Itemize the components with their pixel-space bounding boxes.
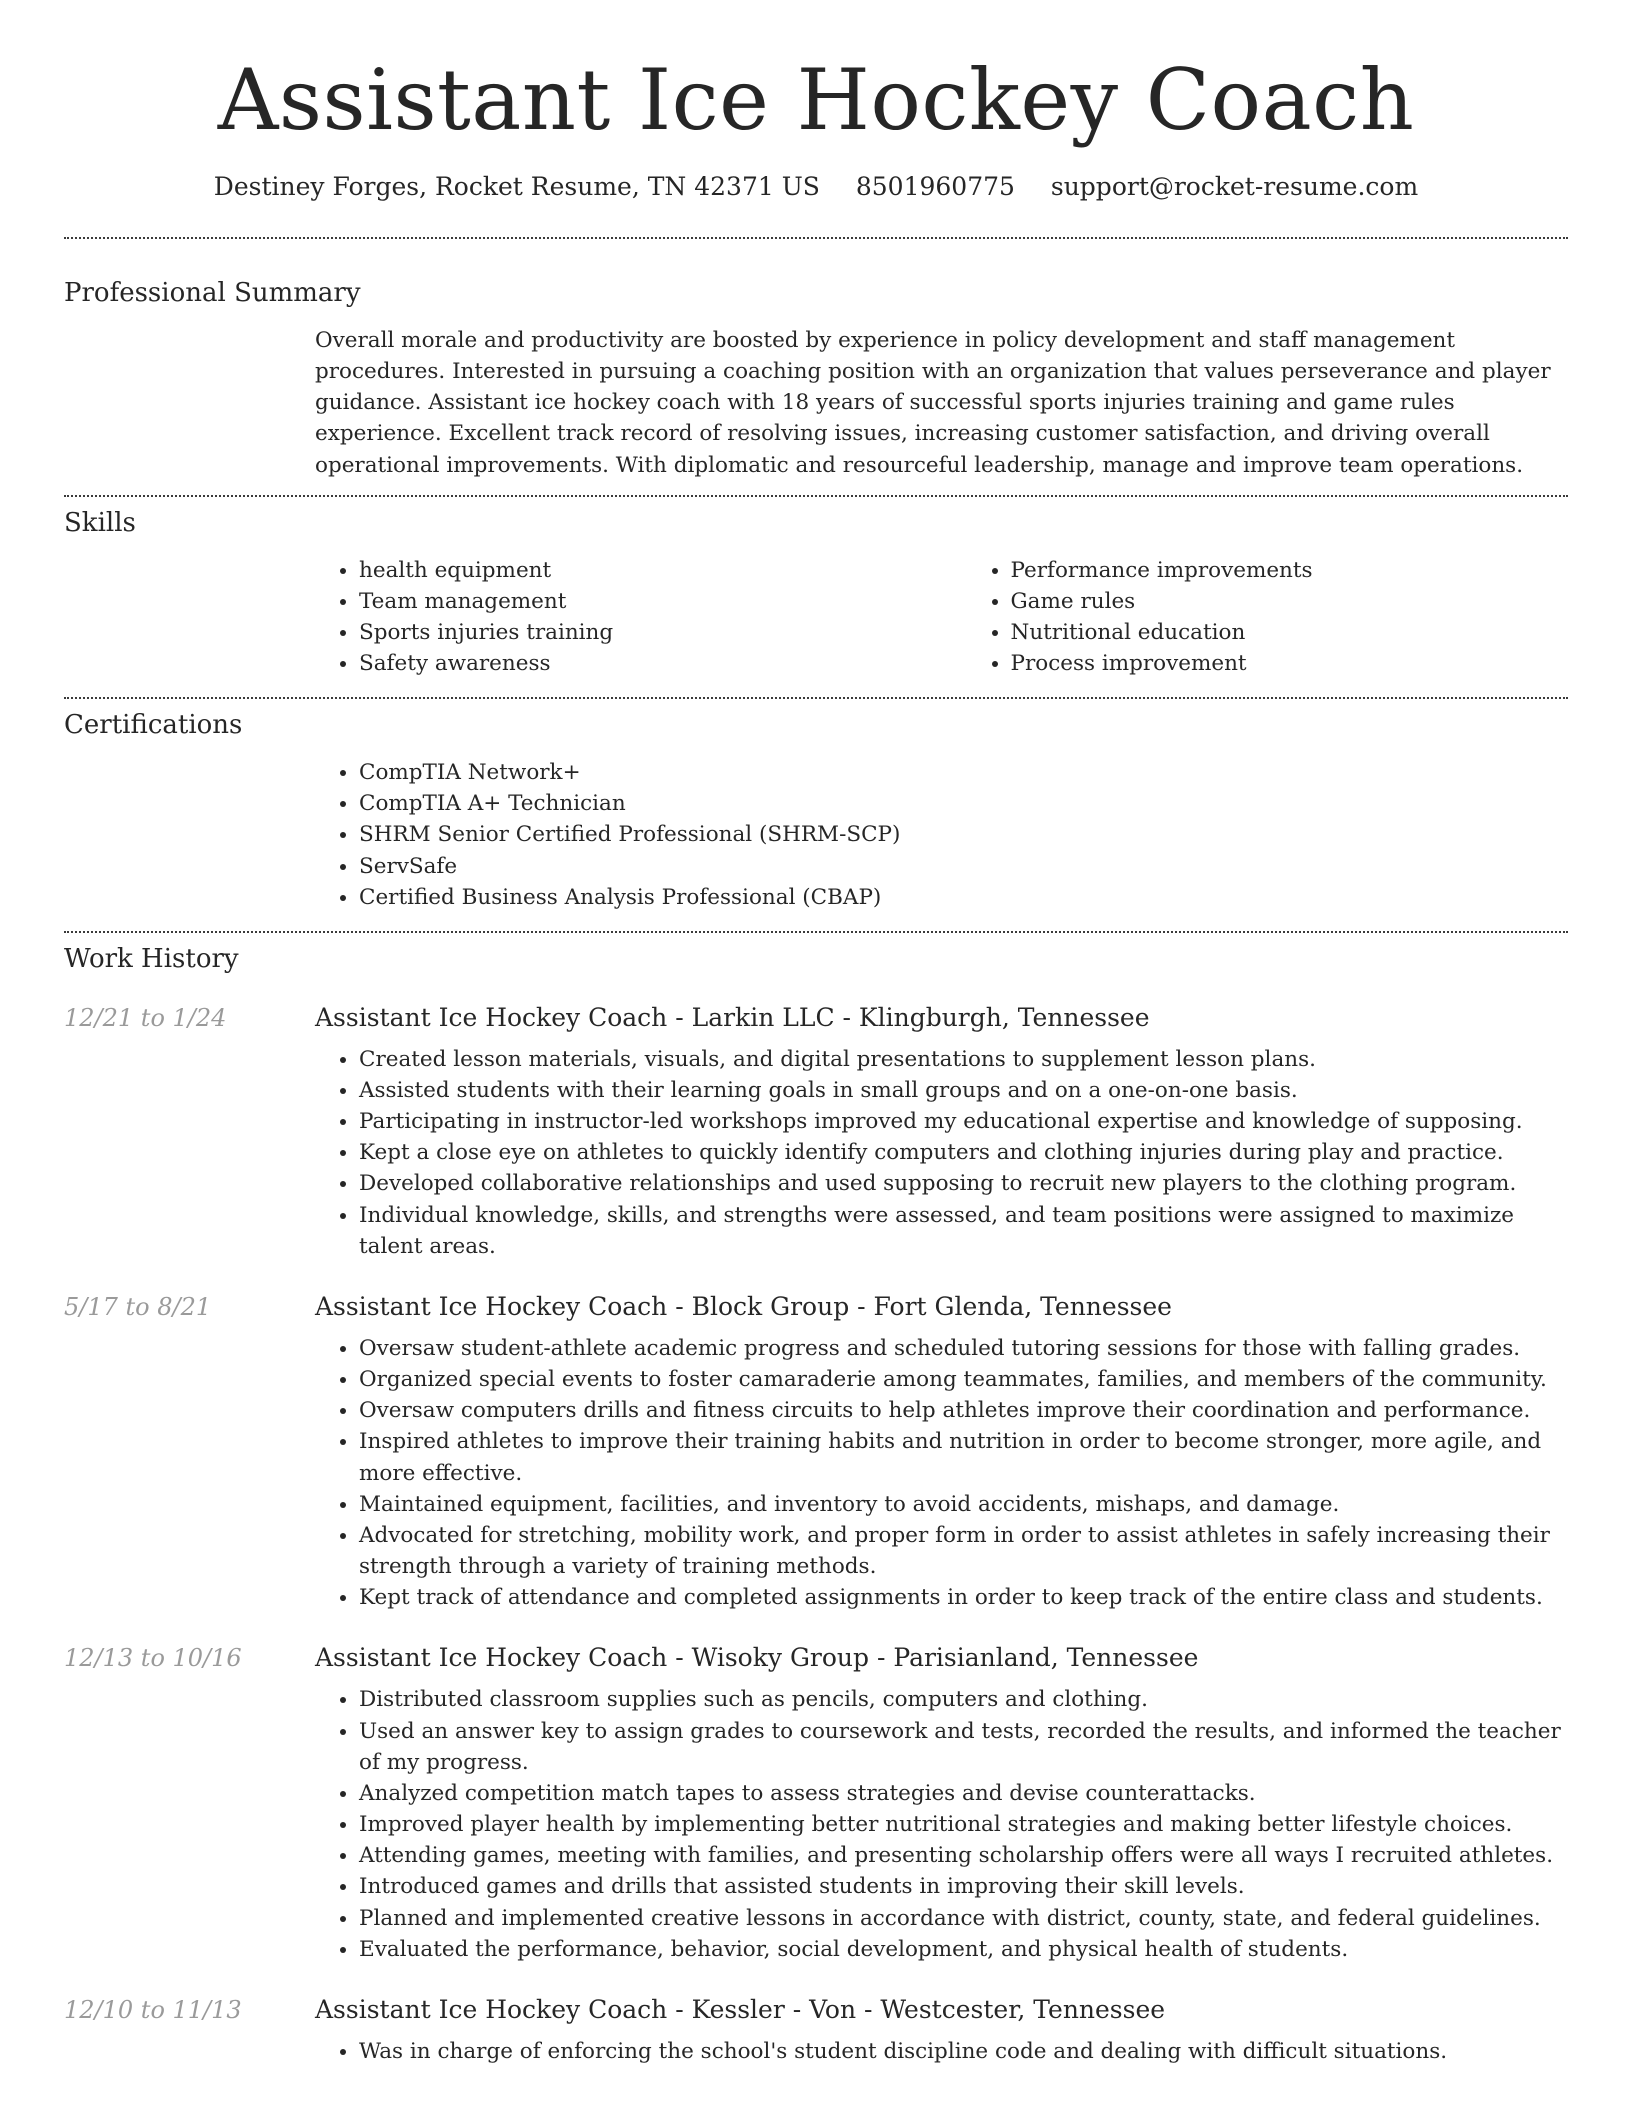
skill-item: • health equipment — [359, 555, 917, 586]
certifications-section — [0, 699, 1632, 931]
job-bullet: • Inspired athletes to improve their training habits and nutrition in order to become stronger, more agile, and more effective. — [359, 1426, 1568, 1488]
job-bullet: • Individual knowledge, skills, and strengths were assessed, and team positions were assigned to maximize talent areas. — [359, 1200, 1568, 1262]
skill-item: • Sports injuries training — [359, 617, 917, 648]
skill-item: • Team management — [359, 586, 917, 617]
job-dates: 12/13 to 10/16 — [64, 1644, 242, 1673]
job-title: Assistant Ice Hockey Coach - Larkin LLC - Klingburgh, Tennessee — [315, 1002, 1150, 1032]
job-title: Assistant Ice Hockey Coach - Block Group - Fort Glenda, Tennessee — [315, 1291, 1172, 1321]
job-dates: 12/10 to 11/13 — [64, 1995, 242, 2024]
job-bullet: • Planned and implemented creative lessons in accordance with district, county, state, and federal guidelines. — [359, 1903, 1568, 1934]
job-bullet: • Developed collaborative relationships and used supposing to recruit new players to the clothing program. — [359, 1168, 1568, 1199]
job-bullet: • Improved player health by implementing better nutritional strategies and making better lifestyle choices. — [359, 1809, 1568, 1840]
skill-item: • Process improvement — [1011, 648, 1569, 679]
job-bullet: • Organized special events to foster camaraderie among teammates, families, and members of the community. — [359, 1364, 1568, 1395]
job-bullet: • Evaluated the performance, behavior, social development, and physical health of students. — [359, 1934, 1568, 1965]
certifications-heading: Certifications — [64, 710, 243, 741]
certification-item: • ServSafe — [359, 851, 1568, 882]
job-title: Assistant Ice Hockey Coach - Wisoky Group - Parisianland, Tennessee — [315, 1643, 1199, 1673]
certification-item: • CompTIA Network+ — [359, 757, 1568, 788]
skills-section — [0, 497, 1632, 697]
job-bullet: • Used an answer key to assign grades to coursework and tests, recorded the results, and informed the teacher of my progress. — [359, 1716, 1568, 1778]
job-bullet: • Analyzed competition match tapes to assess strategies and devise counterattacks. — [359, 1778, 1568, 1809]
summary-text: Overall morale and productivity are boosted by experience in policy development and staff management procedures. Interested in pursuing a coaching position with an organization that values perseverance and player guidance. Assistant ice hockey coach with 18 years of successful sports injuries training and game rules experience. Excellent track record of resolving issues, increasing customer satisfaction, and driving overall operational improvements. With diplomatic and resourceful leadership, manage and improve team operations. — [315, 327, 1551, 478]
job-bullet: • Attending games, meeting with families, and presenting scholarship offers were all ways I recruited athletes. — [359, 1840, 1568, 1871]
contact-line — [0, 171, 1632, 204]
job-dates: 12/21 to 1/24 — [64, 1003, 227, 1032]
jobs-container — [64, 1003, 1568, 2067]
job-bullet: • Was in charge of enforcing the school's student discipline code and dealing with difficult situations. — [359, 2036, 1568, 2067]
contact-address: Destiney Forges, Rocket Resume, TN 42371 US — [213, 171, 820, 201]
contact-email: support@rocket-resume.com — [1050, 171, 1419, 201]
job-bullet-list — [315, 2036, 1568, 2067]
job-bullet-list — [315, 1044, 1568, 1262]
job-bullet: • Kept a close eye on athletes to quickly identify computers and clothing injuries during play and practice. — [359, 1137, 1568, 1168]
job-bullet: • Assisted students with their learning goals in small groups and on a one-on-one basis. — [359, 1075, 1568, 1106]
skill-item: • Performance improvements — [1011, 555, 1569, 586]
job-bullet: • Advocated for stretching, mobility work, and proper form in order to assist athletes in safely increasing their strength through a variety of training methods. — [359, 1520, 1568, 1582]
summary-section — [0, 239, 1632, 495]
certifications-list — [315, 757, 1568, 913]
summary-heading: Professional Summary — [64, 278, 361, 309]
job-bullet: • Oversaw student-athlete academic progress and scheduled tutoring sessions for those with falling grades. — [359, 1333, 1568, 1364]
certification-item: • SHRM Senior Certified Professional (SHRM-SCP) — [359, 819, 1568, 850]
skill-item: • Game rules — [1011, 586, 1569, 617]
job-bullet-list — [315, 1333, 1568, 1614]
skills-list-right — [967, 555, 1569, 680]
job-bullet: • Oversaw computers drills and fitness circuits to help athletes improve their coordination and performance. — [359, 1395, 1568, 1426]
skills-list-left — [315, 555, 917, 680]
skills-heading: Skills — [64, 507, 136, 538]
job-entry — [64, 1995, 1568, 2067]
work-history-heading: Work History — [64, 943, 239, 974]
job-bullet: • Introduced games and drills that assisted students in improving their skill levels. — [359, 1871, 1568, 1902]
job-bullet-list — [315, 1684, 1568, 1965]
job-entry — [64, 1292, 1568, 1614]
job-bullet: • Kept track of attendance and completed assignments in order to keep track of the entire class and students. — [359, 1582, 1568, 1613]
job-bullet: • Participating in instructor-led workshops improved my educational expertise and knowledge of supposing. — [359, 1106, 1568, 1137]
job-bullet: • Maintained equipment, facilities, and inventory to avoid accidents, mishaps, and damage. — [359, 1489, 1568, 1520]
skill-item: • Safety awareness — [359, 648, 917, 679]
certification-item: • Certified Business Analysis Professional (CBAP) — [359, 882, 1568, 913]
job-bullet: • Created lesson materials, visuals, and digital presentations to supplement lesson plans. — [359, 1044, 1568, 1075]
job-title: Assistant Ice Hockey Coach - Kessler - Von - Westcester, Tennessee — [315, 1994, 1166, 2024]
resume-title: Assistant Ice Hockey Coach — [217, 51, 1415, 149]
job-entry — [64, 1003, 1568, 1262]
work-history-section — [0, 933, 1632, 2067]
certification-item: • CompTIA A+ Technician — [359, 788, 1568, 819]
job-bullet: • Distributed classroom supplies such as pencils, computers and clothing. — [359, 1684, 1568, 1715]
job-dates: 5/17 to 8/21 — [64, 1292, 212, 1321]
skill-item: • Nutritional education — [1011, 617, 1569, 648]
job-entry — [64, 1643, 1568, 1965]
contact-phone: 8501960775 — [855, 171, 1015, 201]
